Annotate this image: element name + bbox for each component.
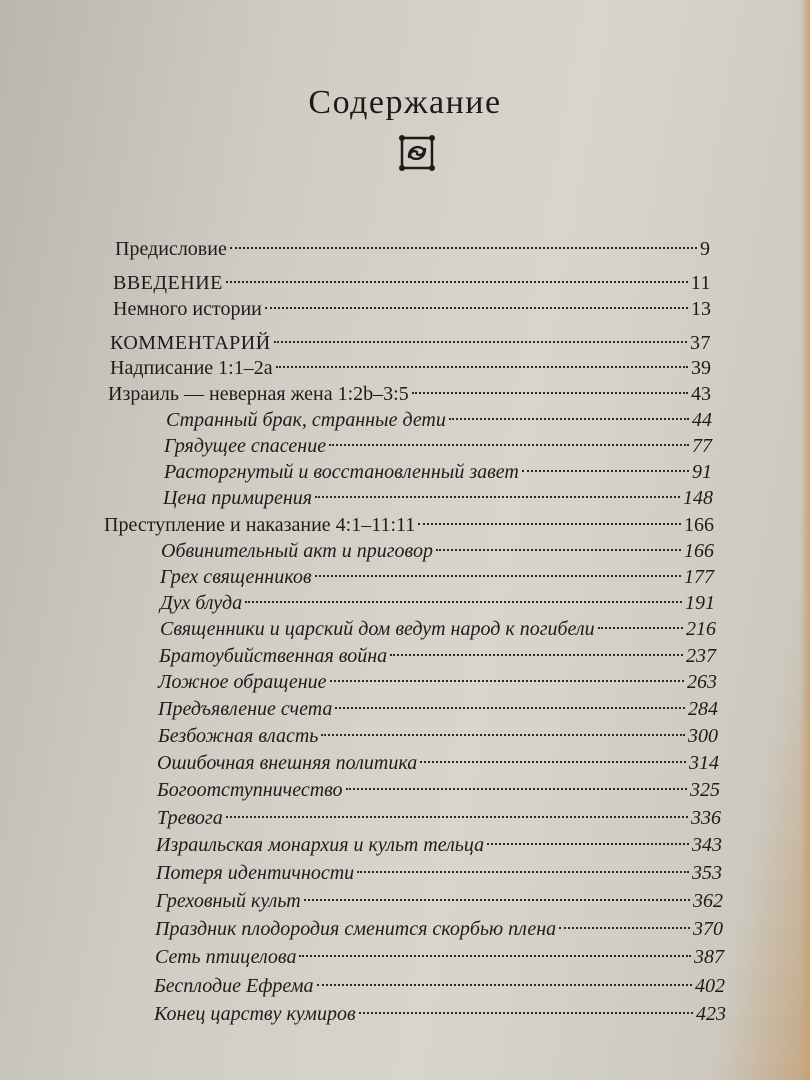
toc-entry-label: Потеря идентичности — [156, 862, 355, 884]
toc-entry-label: ВВЕДЕНИЕ — [113, 272, 223, 294]
toc-entry-page: 91 — [692, 461, 712, 483]
toc-entry-label: Братоубийственная война — [159, 645, 388, 667]
dot-leader — [317, 960, 692, 986]
toc-entry-page: 37 — [690, 332, 711, 354]
toc-entry-label: Ложное обращение — [158, 671, 327, 693]
toc-entry-label: Предисловие — [115, 238, 227, 260]
dot-leader — [321, 710, 685, 736]
toc-entry-page: 370 — [693, 918, 723, 940]
toc-entry-label: Надписание 1:1–2а — [110, 357, 273, 379]
dot-leader — [357, 847, 689, 873]
dot-leader — [359, 988, 693, 1014]
dot-leader — [420, 737, 686, 763]
page-title: Содержание — [308, 84, 502, 121]
toc-entry-label: Тревога — [157, 807, 223, 829]
dot-leader — [230, 223, 697, 249]
toc-entry-page: 362 — [693, 890, 723, 912]
dot-leader — [436, 525, 681, 551]
toc-entry-page: 263 — [687, 671, 717, 693]
dot-leader — [487, 819, 689, 845]
toc-entry-page: 336 — [691, 807, 721, 829]
toc-entry[interactable] — [154, 994, 726, 1026]
dot-leader — [598, 603, 683, 629]
toc-entry-page: 402 — [695, 975, 725, 997]
toc-entry-page: 39 — [691, 357, 711, 379]
toc-entry-label: Бесплодие Ефрема — [154, 975, 314, 997]
dot-leader — [304, 875, 690, 901]
toc-entry-page: 353 — [692, 862, 722, 884]
toc-entry-label: Цена примирения — [163, 487, 313, 509]
toc-entry-label: Расторгнутый и восстановленный завет — [164, 461, 519, 483]
dot-leader — [274, 317, 687, 343]
toc-entry-label: Ошибочная внешняя политика — [157, 752, 418, 774]
dot-leader — [335, 683, 685, 709]
toc-entry-page: 177 — [684, 566, 714, 588]
toc-entry-label: Праздник плодородия сменится скорбью плена — [155, 918, 557, 940]
toc-entry-page: 387 — [694, 946, 724, 968]
dot-leader — [226, 257, 688, 283]
toc-entry-label: Богоотступничество — [157, 779, 343, 801]
dot-leader — [330, 656, 684, 682]
toc-entry-label: Немного истории — [113, 298, 262, 320]
toc-entry-label: Израильская монархия и культ тельца — [156, 834, 485, 856]
toc-entry-page: 44 — [692, 409, 712, 431]
toc-entry-page: 237 — [686, 645, 716, 667]
toc-entry-page: 166 — [684, 514, 714, 536]
toc-entry-page: 325 — [690, 779, 720, 801]
toc-entry-page: 13 — [691, 298, 711, 320]
toc-entry-label: Грядущее спасение — [164, 435, 327, 457]
dot-leader — [390, 630, 683, 656]
toc-entry-page: 314 — [689, 752, 719, 774]
toc-entry-page: 343 — [692, 834, 722, 856]
toc-entry-label: Преступление и наказание 4:1–11:11 — [104, 514, 416, 536]
toc-entry-label: Греховный культ — [156, 890, 301, 912]
toc-entry-label: Обвинительный акт и приговор — [161, 540, 433, 562]
toc-entry-page: 423 — [696, 1003, 726, 1025]
dot-leader — [346, 764, 687, 790]
dot-leader — [418, 499, 681, 525]
toc-entry-page: 284 — [688, 698, 718, 720]
toc-entry-page: 148 — [683, 487, 713, 509]
toc-entry-page: 300 — [688, 725, 718, 747]
dot-leader — [522, 446, 689, 472]
toc-entry-label: Израиль — неверная жена 1:2b–3:5 — [108, 383, 409, 405]
toc-entry-label: Дух блуда — [160, 592, 243, 614]
toc-entry-page: 43 — [691, 383, 711, 405]
toc-entry-label: Священники и царский дом ведут народ к погибели — [160, 618, 595, 640]
dot-leader — [315, 551, 682, 577]
toc-entry-page: 191 — [685, 592, 715, 614]
toc-entry-label: Предъявление счета — [158, 698, 333, 720]
dot-leader — [449, 394, 689, 420]
toc-entry-label: Конец царству кумиров — [154, 1003, 356, 1025]
dot-leader — [265, 283, 688, 309]
dot-leader — [299, 931, 691, 957]
toc-entry-page: 77 — [692, 435, 712, 457]
dot-leader — [276, 342, 688, 368]
dot-leader — [559, 903, 690, 929]
dot-leader — [412, 368, 688, 394]
dot-leader — [245, 577, 682, 603]
toc-entry-page: 166 — [684, 540, 714, 562]
toc-entry-label: КОММЕНТАРИЙ — [110, 332, 271, 354]
dot-leader — [226, 792, 688, 818]
dot-leader — [329, 420, 689, 446]
toc-entry-label: Странный брак, странные дети — [166, 409, 446, 431]
toc-entry-page: 216 — [686, 618, 716, 640]
dot-leader — [315, 472, 680, 498]
toc-entry-label: Грех священников — [160, 566, 312, 588]
toc-entry-label: Безбожная власть — [158, 725, 319, 747]
toc-entry-label: Сеть птицелова — [155, 946, 297, 968]
toc-entry-page: 11 — [690, 272, 711, 294]
toc-entry-page: 9 — [700, 238, 710, 260]
